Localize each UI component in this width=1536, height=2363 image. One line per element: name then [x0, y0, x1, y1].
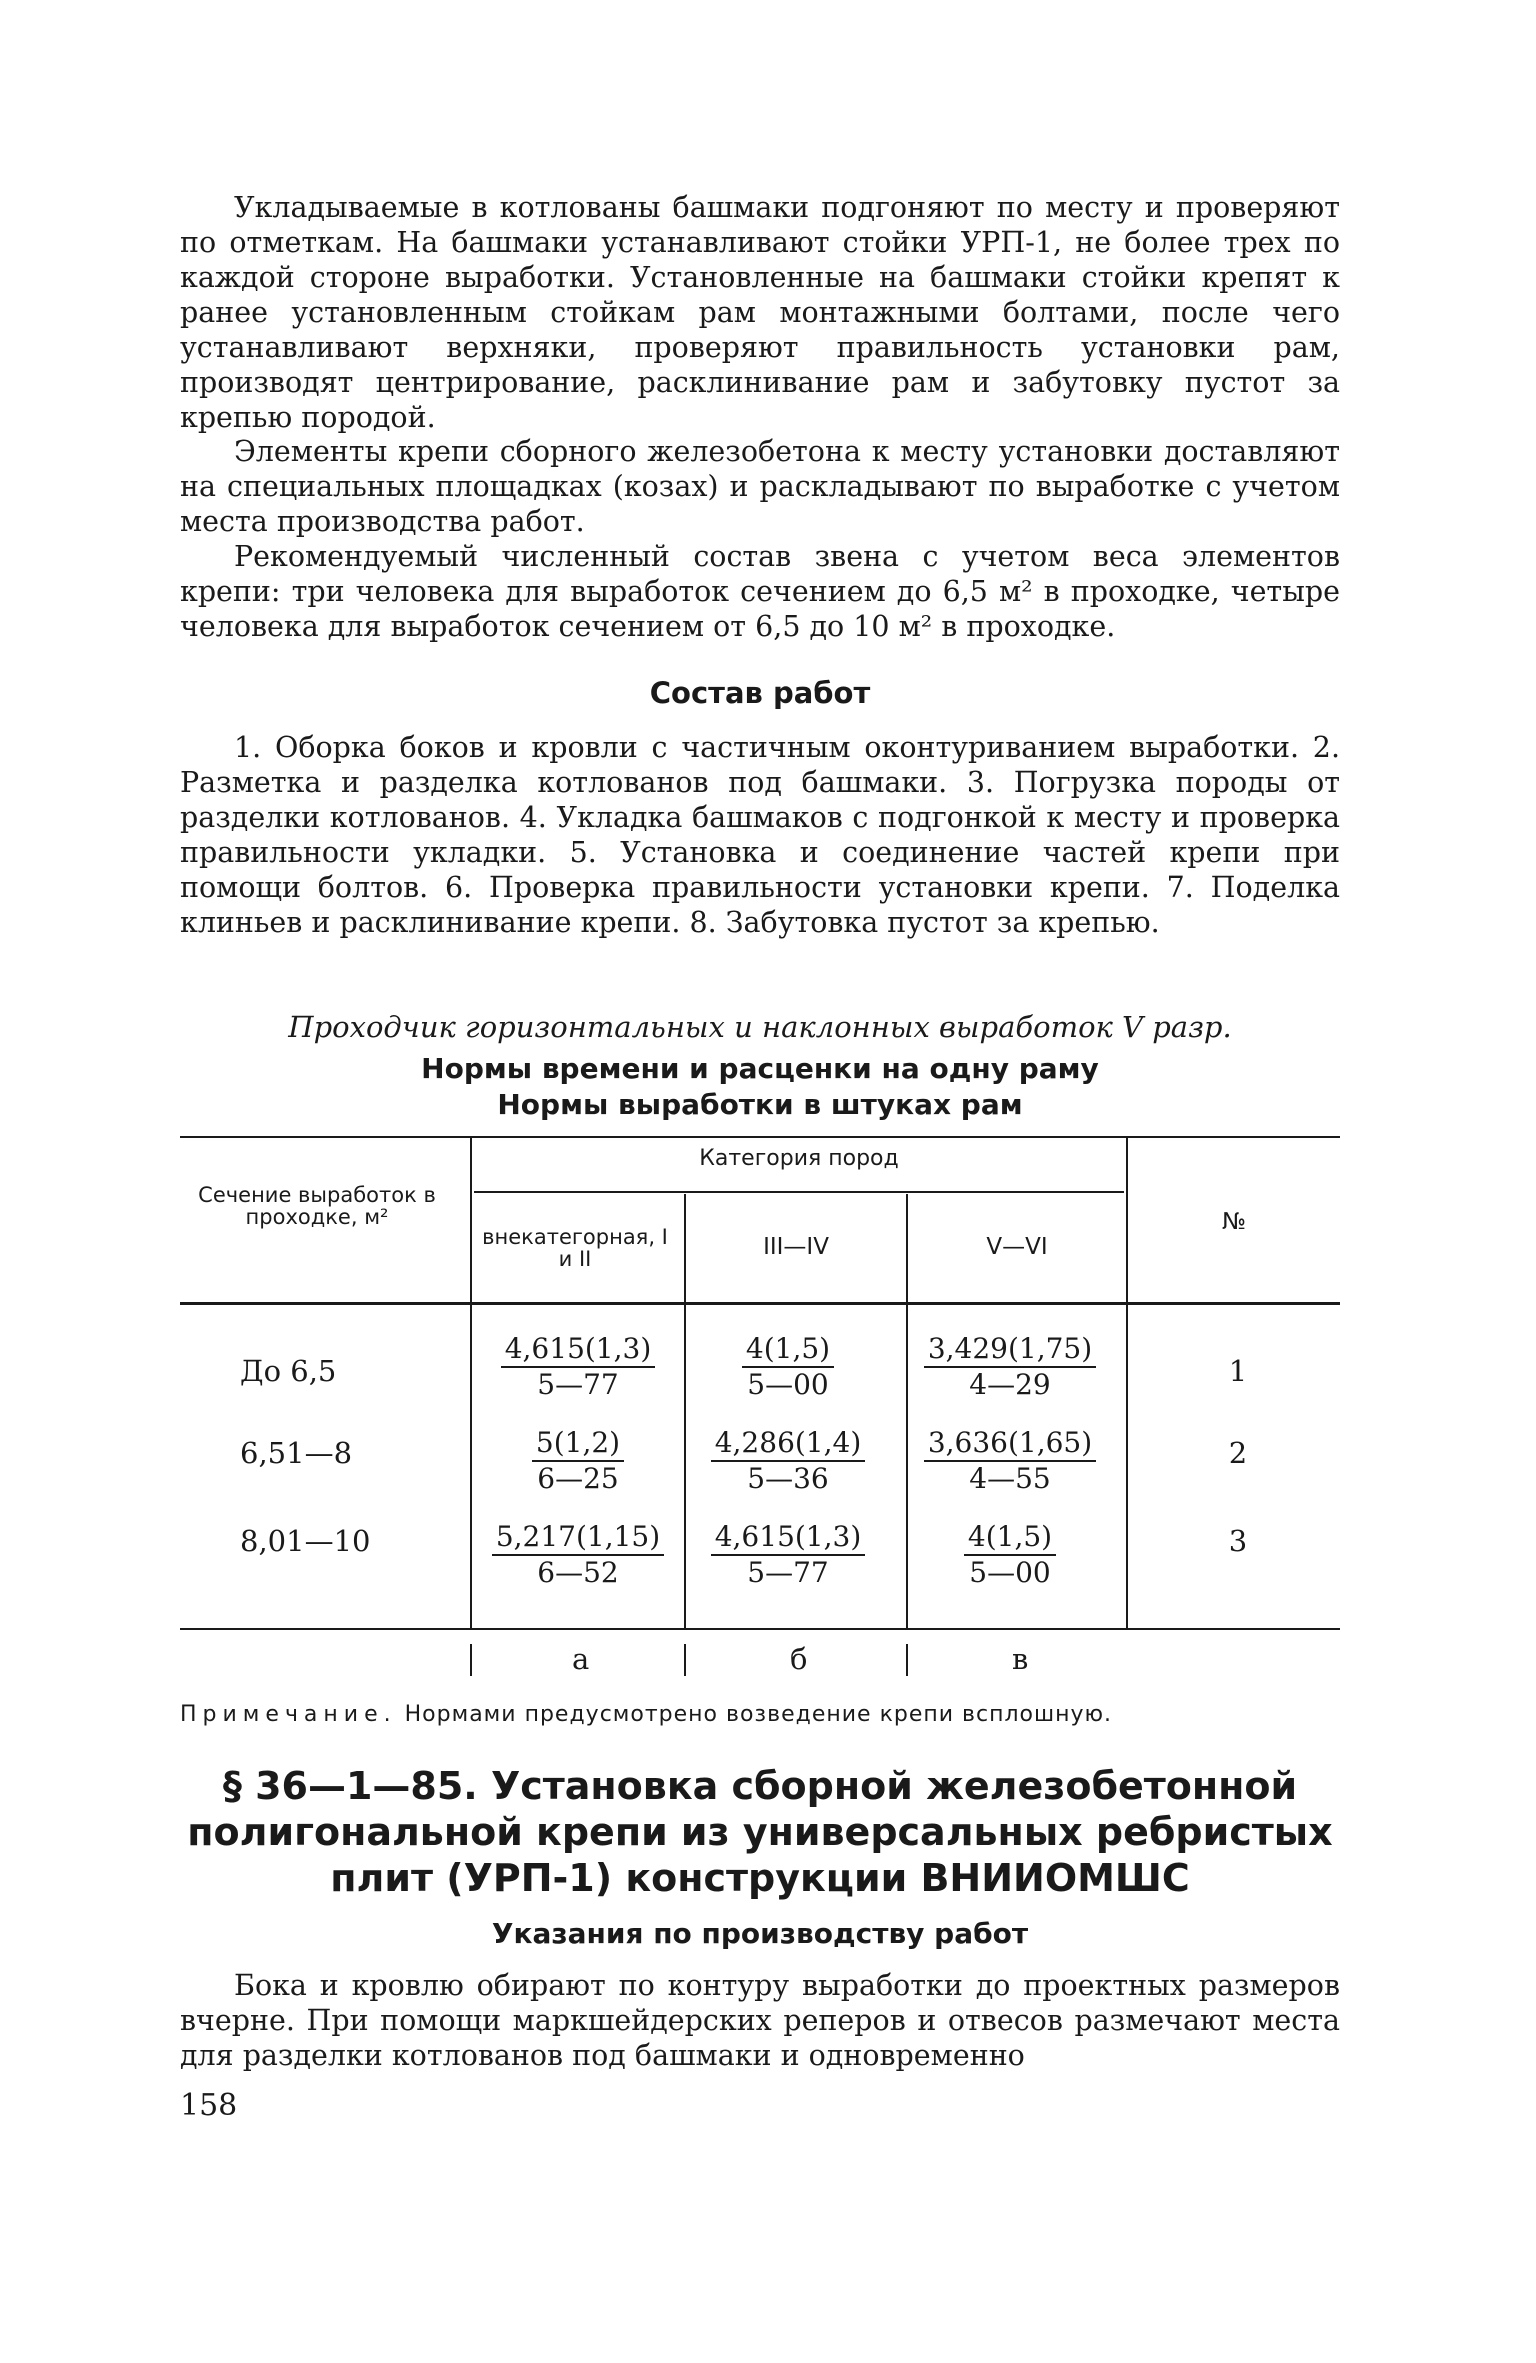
table-top-rule [180, 1136, 1340, 1138]
page-number: 158 [180, 2088, 238, 2123]
table-header-rule [180, 1302, 1340, 1305]
row-label: 8,01—10 [240, 1524, 371, 1558]
paragraph-intro-2: Элементы крепи сборного железобетона к месту установки доставляют на специальных площадках (козах) и раскладывают по выработке с учетом места производства работ. [180, 435, 1340, 538]
norm-cell [488, 1520, 668, 1590]
work-composition-text: 1. Оборка боков и кровли с частичным оконтуриванием выработки. 2. Разметка и разделка котлованов под башмаки. 3. Погрузка породы от разделки котлованов. 4. Укладка башмаков с подгонкой к месту и проверка правильности укладки. 5. Установка и соединение частей крепи при помощи болтов. 6. Проверка правильности установки крепи. 7. Поделка клиньев и расклинивание крепи. 8. Забутовка пустот за крепью. [180, 731, 1340, 939]
norm-price: 6—25 [537, 1462, 619, 1495]
section-title-line-1: § 36—1—85. Установка сборной железобетонной [222, 1764, 1298, 1808]
norm-time: 4(1,5) [742, 1334, 834, 1368]
table-col-rule-3 [906, 1194, 908, 1628]
table-foot-rule-1 [470, 1644, 472, 1676]
row-label: До 6,5 [240, 1354, 337, 1388]
norm-cell [698, 1520, 878, 1590]
section-title-line-3: плит (УРП-1) конструкции ВНИИОМШС [330, 1856, 1190, 1900]
norm-price: 5—00 [969, 1556, 1051, 1589]
norm-price: 6—52 [537, 1556, 619, 1589]
norm-time: 4,615(1,3) [501, 1334, 656, 1368]
table-title-1: Нормы времени и расценки на одну раму [421, 1052, 1099, 1085]
table-bottom-rule [180, 1628, 1340, 1630]
section-subtitle: Указания по производству работ [491, 1917, 1029, 1950]
work-composition-title: Состав работ [649, 676, 871, 710]
norm-time: 4(1,5) [964, 1522, 1056, 1556]
norm-price: 4—55 [969, 1462, 1051, 1495]
row-number: 2 [1228, 1436, 1248, 1470]
norm-cell [698, 1332, 878, 1402]
table-col-rule-1 [470, 1136, 472, 1628]
header-cat-outside: внекатегорная, I и II [482, 1225, 668, 1271]
norm-cell [698, 1426, 878, 1496]
norm-price: 5—77 [537, 1368, 619, 1401]
norm-price: 5—36 [747, 1462, 829, 1495]
paragraph-intro-1: Укладываемые в котлованы башмаки подгоняют по месту и проверяют по отметкам. На башмаки устанавливают стойки УРП-1, не более трех по каждой стороне выработки. Установленные на башмаки стойки крепят к ранее установленным стойкам рам монтажными болтами, после чего устанавливают верхняки, проверяют правильность установки рам, производят центрирование, расклинивание рам и забутовку пустот за крепью породой. [180, 191, 1340, 434]
header-section: Сечение выработок в проходке, м² [198, 1183, 436, 1229]
norm-time: 3,636(1,65) [924, 1428, 1096, 1462]
norm-time: 3,429(1,75) [924, 1334, 1096, 1368]
norm-cell [920, 1520, 1100, 1590]
norm-time: 4,615(1,3) [711, 1522, 866, 1556]
table-col-rule-4 [1126, 1136, 1128, 1628]
norm-cell [920, 1332, 1100, 1402]
norm-cell [920, 1426, 1100, 1496]
header-cat-5-6: V—VI [986, 1234, 1048, 1260]
table-foot-rule-2 [684, 1644, 686, 1676]
table-col-rule-2 [684, 1194, 686, 1628]
paragraph-intro-3: Рекомендуемый численный состав звена с учетом веса элементов крепи: три человека для выработок сечением до 6,5 м² в проходке, четыре человека для выработок сечением от 6,5 до 10 м² в проходке. [180, 540, 1340, 643]
norm-price: 5—00 [747, 1368, 829, 1401]
norm-price: 5—77 [747, 1556, 829, 1589]
column-letter: в [1012, 1642, 1029, 1676]
section-title-line-2: полигональной крепи из универсальных ребристых [187, 1810, 1333, 1854]
header-number: № [1222, 1209, 1246, 1235]
norm-time: 5,217(1,15) [492, 1522, 664, 1556]
norm-cell [488, 1426, 668, 1496]
table-category-rule [474, 1191, 1124, 1193]
note-text: Нормами предусмотрено возведение крепи всплошную. [404, 1702, 1113, 1727]
table-foot-rule-3 [906, 1644, 908, 1676]
row-number: 1 [1228, 1354, 1248, 1388]
section-text: Бока и кровлю обирают по контуру выработки до проектных размеров вчерне. При помощи маркшейдерских реперов и отвесов размечают места для разделки котлованов под башмаки и одновременно [180, 1969, 1340, 2072]
norm-time: 4,286(1,4) [711, 1428, 866, 1462]
row-number: 3 [1228, 1524, 1248, 1558]
norm-price: 4—29 [969, 1368, 1051, 1401]
table-note [180, 1702, 1340, 1727]
norm-time: 5(1,2) [532, 1428, 624, 1462]
column-letter: а [572, 1642, 590, 1676]
section-title [180, 1763, 1340, 1901]
norms-table [180, 1136, 1340, 1676]
header-category: Категория пород [699, 1146, 899, 1171]
column-letter: б [790, 1642, 808, 1676]
worker-grade: Проходчик горизонтальных и наклонных выработок V разр. [288, 1010, 1232, 1044]
note-label: Примечание. [180, 1702, 397, 1727]
header-cat-3-4: III—IV [763, 1234, 829, 1260]
row-label: 6,51—8 [240, 1436, 353, 1470]
table-title-2: Нормы выработки в штуках рам [497, 1088, 1023, 1121]
norm-cell [488, 1332, 668, 1402]
